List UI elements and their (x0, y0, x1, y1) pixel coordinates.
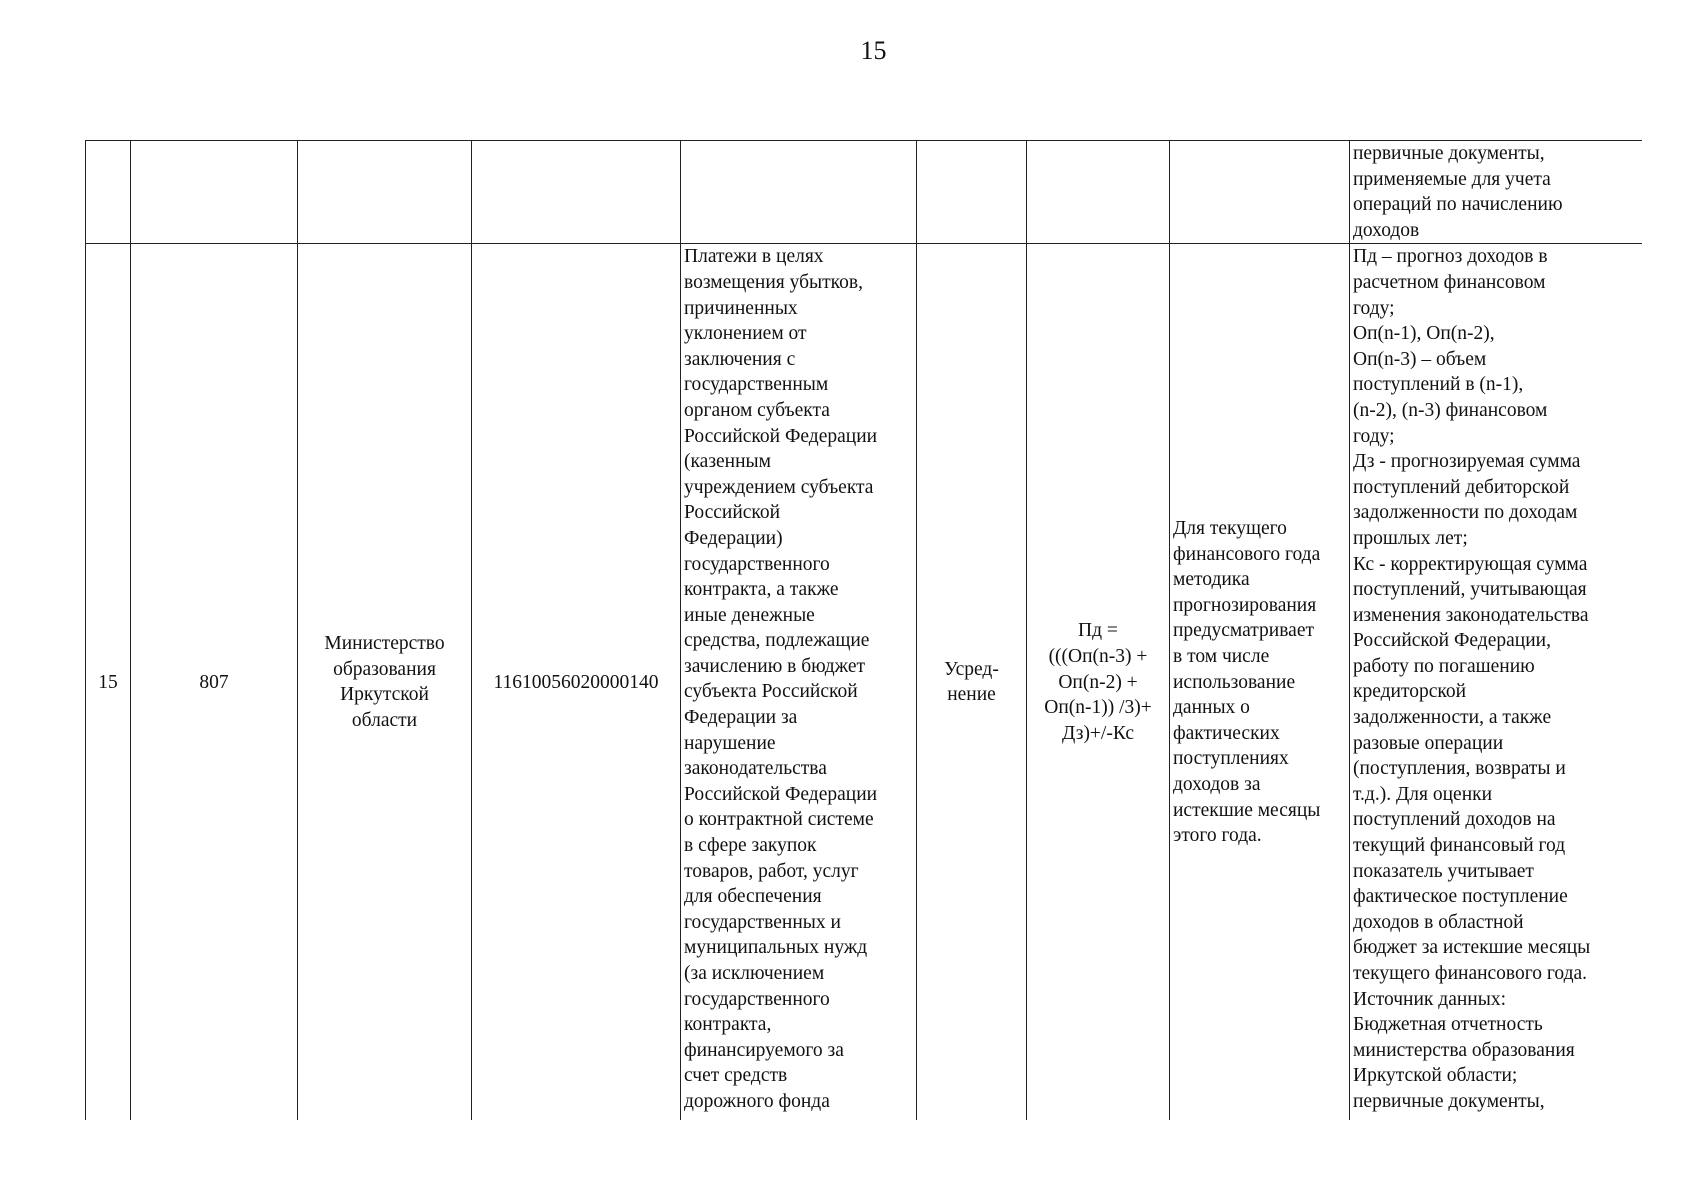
cell-algorithm: Для текущего финансового года методика прогнозирования предусматривает в том числе использование данных о фактических поступлениях доходов за истекшие месяцы этого года. (1170, 244, 1350, 1120)
cell-explanation-tail: первичные документы, применяемые для учета операций по начислению доходов (1350, 141, 1643, 244)
cell-income-name: Платежи в целях возмещения убытков, причиненных уклонением от заключения с государственным органом субъекта Российской Федерации (казенным учреждением субъекта Российской Федерации) государственного контракта, а также иные денежные средства, подлежащие зачислению в бюджет субъекта Российской Федерации за нарушение законодательства Российской Федерации о контрактной системе в сфере закупок товаров, работ, услуг для обеспечения государственных и муниципальных нужд (за исключением государственного контракта, финансируемого за счет средств дорожного фонда (681, 244, 917, 1120)
page-number: 15 (860, 36, 887, 65)
cell-formula-empty (1027, 141, 1170, 244)
table-row (86, 244, 1643, 1120)
cell-explanation: Пд – прогноз доходов в расчетном финансовом году; Оп(n-1), Оп(n-2), Оп(n-3) – объем поступлений в (n-1), (n-2), (n-3) финансовом году; Дз - прогнозируемая сумма поступлений дебиторской задолженности по доходам прошлых лет; Кс - корректирующая сумма поступлений, учитывающая изменения законодательства Российской Федерации, работу по погашению кредиторской задолженности, а также разовые операции (поступления, возвраты и т.д.). Для оценки поступлений доходов на текущий финансовый год показатель учитывает фактическое поступление доходов в областной бюджет за истекшие месяцы текущего финансового года. Источник данных: Бюджетная отчетность министерства образования Иркутской области; первичные документы, (1350, 244, 1643, 1120)
forecast-table-container (85, 140, 1642, 1120)
cell-method: Усред- нение (917, 244, 1027, 1120)
cell-formula: Пд = (((Оп(n-3) + Оп(n-2) + Оп(n-1)) /3)+ Дз)+/-Кс (1027, 244, 1170, 1120)
continuation-row (86, 141, 1643, 244)
cell-code-empty (131, 141, 298, 244)
cell-income-name-empty (681, 141, 917, 244)
cell-row-number: 15 (86, 244, 131, 1120)
forecast-table (85, 140, 1642, 1120)
cell-method-empty (917, 141, 1027, 244)
cell-administrator: Министерство образования Иркутской области (298, 244, 472, 1120)
cell-admin-code: 807 (131, 244, 298, 1120)
cell-kbk-empty (472, 141, 681, 244)
cell-kbk: 11610056020000140 (472, 244, 681, 1120)
cell-admin-empty (298, 141, 472, 244)
cell-num-empty (86, 141, 131, 244)
cell-algorithm-empty (1170, 141, 1350, 244)
